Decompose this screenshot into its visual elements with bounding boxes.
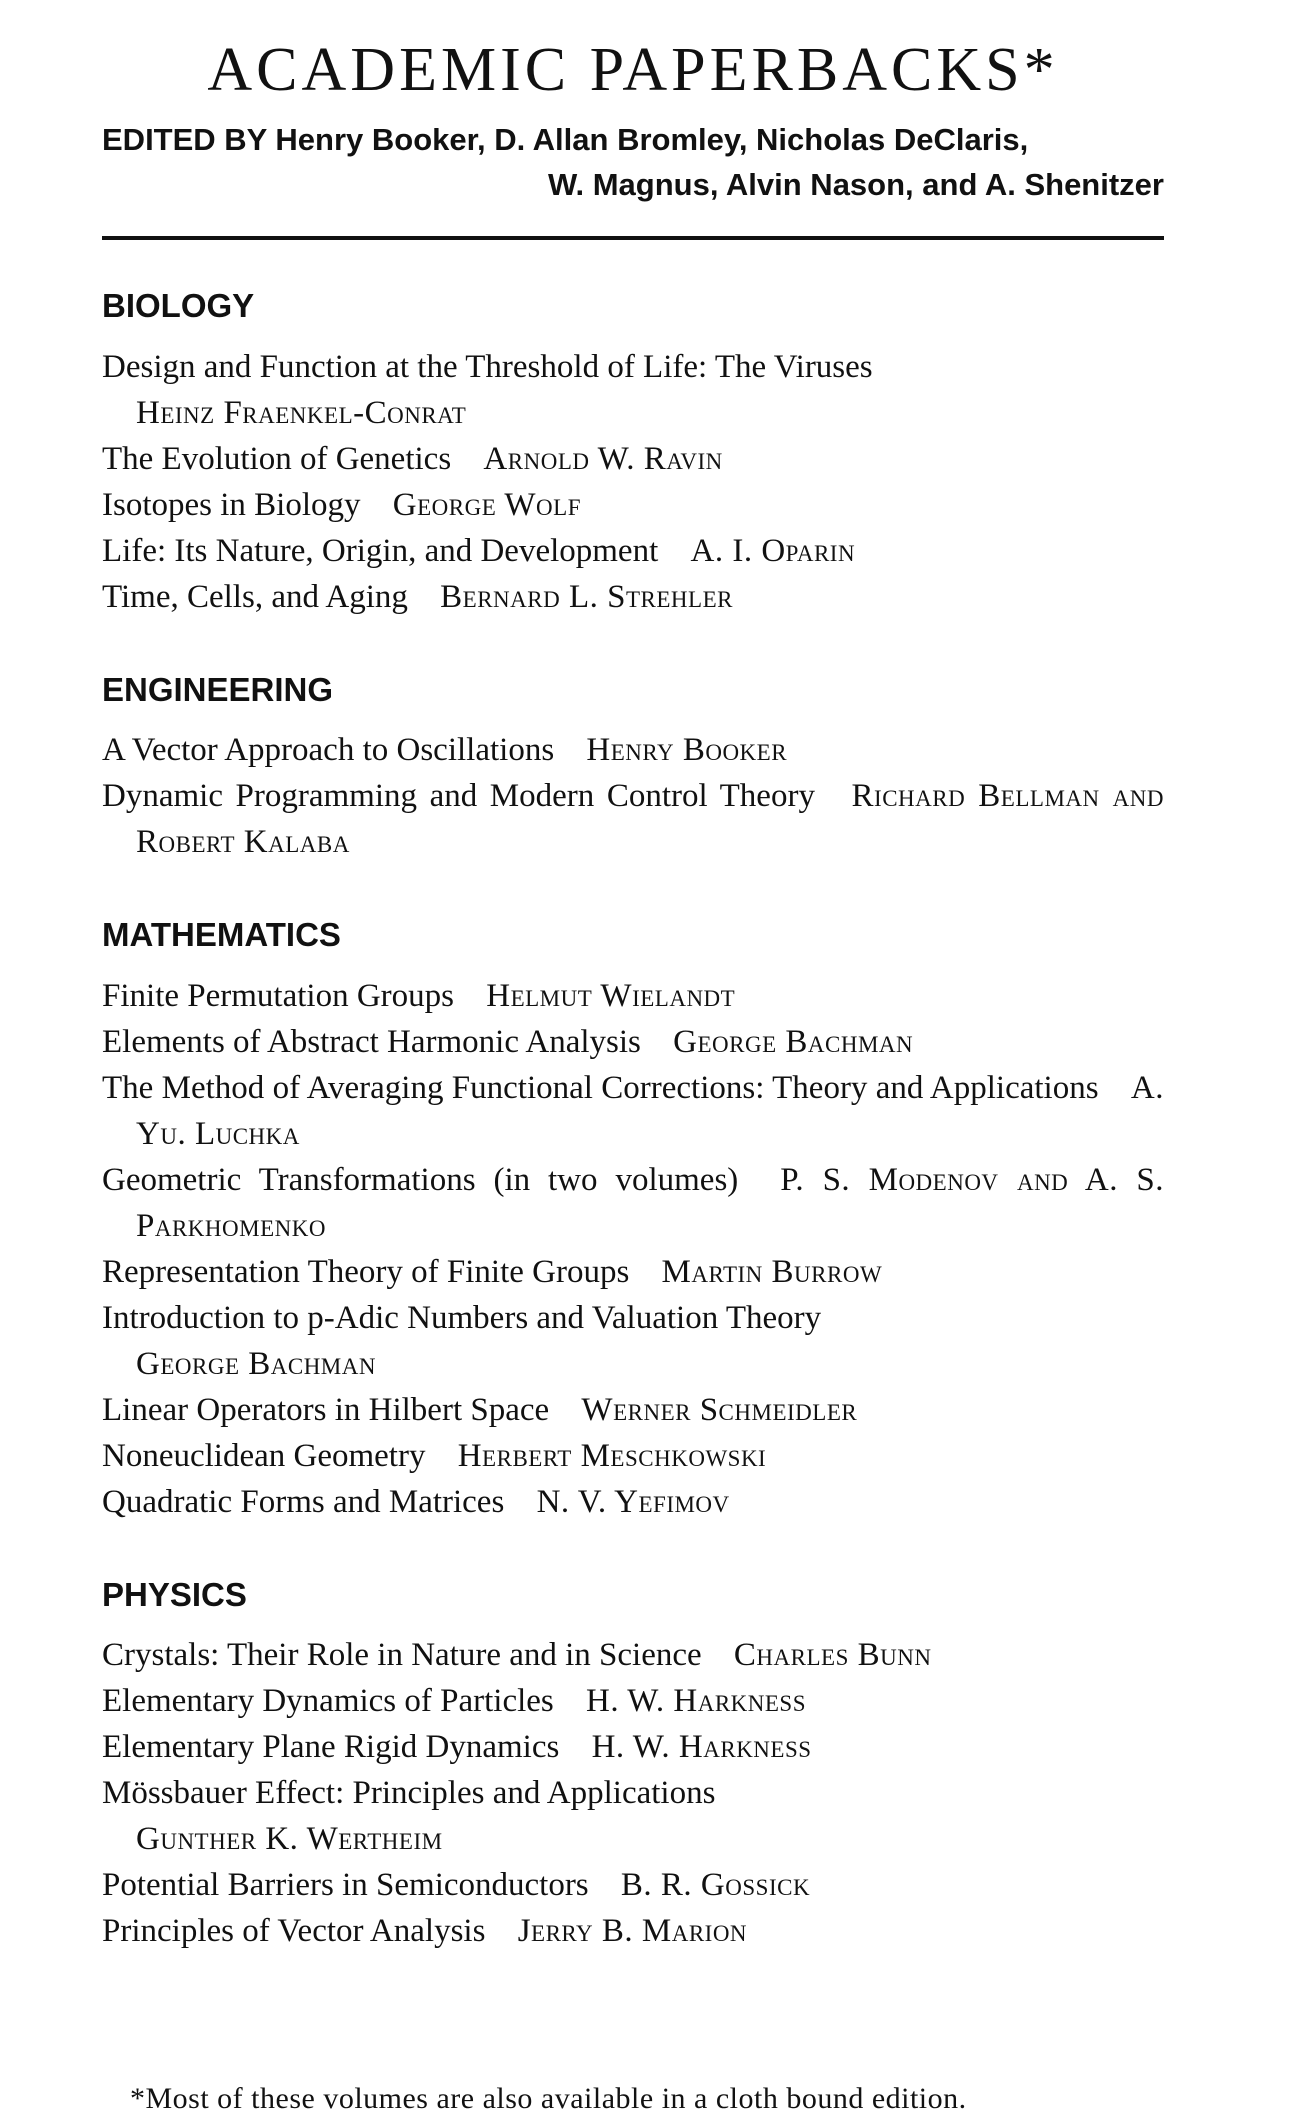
book-title: Introduction to p-Adic Numbers and Valuation Theory — [102, 1299, 822, 1336]
book-title: Isotopes in Biology — [102, 486, 361, 523]
book-title: A Vector Approach to Oscillations — [102, 732, 555, 769]
section-engineering — [102, 670, 1164, 866]
book-title: Life: Its Nature, Origin, and Development — [102, 532, 659, 569]
book-title: Crystals: Their Role in Nature and in Science — [102, 1637, 702, 1674]
book-title: Design and Function at the Threshold of Life: The Viruses — [102, 348, 873, 385]
book-author: Arnold W. Ravin — [483, 440, 723, 477]
book-author: Richard Bellman and Robert Kalaba — [136, 778, 1165, 861]
section-heading: BIOLOGY — [102, 287, 255, 325]
book-author: Henry Booker — [586, 732, 788, 769]
book-author: Gunther K. Wertheim — [136, 1821, 443, 1858]
book-title: The Method of Averaging Functional Corrections: Theory and Applications — [102, 1069, 1099, 1106]
section-heading: PHYSICS — [102, 1575, 247, 1613]
book-entry — [102, 1770, 1164, 1862]
book-title: Noneuclidean Geometry — [102, 1437, 426, 1474]
book-entry — [102, 1479, 1164, 1525]
book-title: Potential Barriers in Semiconductors — [102, 1867, 589, 1904]
book-entry — [102, 727, 1164, 773]
book-entry — [102, 1908, 1164, 1954]
book-author: H. W. Harkness — [591, 1729, 812, 1766]
book-title: Dynamic Programming and Modern Control Theory — [102, 778, 815, 815]
book-author: P. S. Modenov and A. S. Parkhomenko — [136, 1161, 1164, 1244]
editors-line-1: EDITED BY Henry Booker, D. Allan Bromley, Nicholas DeClaris, — [102, 122, 1029, 158]
book-entry — [102, 1862, 1164, 1908]
section-biology — [102, 286, 1164, 620]
book-entry — [102, 973, 1164, 1019]
book-title: Quadratic Forms and Matrices — [102, 1483, 505, 1520]
section-mathematics — [102, 915, 1164, 1525]
book-entry — [102, 344, 1164, 436]
book-entry — [102, 574, 1164, 620]
header-divider — [102, 236, 1164, 240]
book-title: Linear Operators in Hilbert Space — [102, 1391, 550, 1428]
book-author: A. I. Oparin — [690, 532, 856, 569]
book-entry — [102, 1065, 1164, 1157]
editors-block — [102, 118, 1164, 208]
book-title: Principles of Vector Analysis — [102, 1913, 486, 1950]
section-heading: ENGINEERING — [102, 670, 334, 708]
footnote: *Most of these volumes are also available in a cloth bound edition. — [130, 2082, 967, 2115]
editors-line-2: W. Magnus, Alvin Nason, and A. Shenitzer — [547, 167, 1164, 203]
book-author: A. Yu. Luchka — [136, 1069, 1165, 1152]
book-title: Finite Permutation Groups — [102, 977, 454, 1014]
book-entry — [102, 1019, 1164, 1065]
book-entry — [102, 1249, 1164, 1295]
book-entry — [102, 1387, 1164, 1433]
book-author: George Wolf — [392, 486, 582, 523]
book-author: N. V. Yefimov — [536, 1483, 730, 1520]
book-entry — [102, 1157, 1164, 1249]
book-author: Herbert Meschkowski — [457, 1437, 767, 1474]
book-entry — [102, 1678, 1164, 1724]
book-author: Martin Burrow — [661, 1253, 883, 1290]
book-entry — [102, 1295, 1164, 1387]
book-title: Representation Theory of Finite Groups — [102, 1253, 630, 1290]
book-author: Helmut Wielandt — [486, 977, 736, 1014]
page-title: ACADEMIC PAPERBACKS* — [207, 36, 1059, 104]
book-entry — [102, 1724, 1164, 1770]
book-author: B. R. Gossick — [620, 1867, 811, 1904]
catalog-page — [102, 36, 1164, 2004]
section-heading: MATHEMATICS — [102, 916, 341, 954]
book-author: Bernard L. Strehler — [440, 578, 733, 615]
book-title: Geometric Transformations (in two volumes) — [102, 1161, 739, 1198]
book-author: Werner Schmeidler — [581, 1391, 858, 1428]
book-title: The Evolution of Genetics — [102, 440, 452, 477]
book-entry — [102, 1433, 1164, 1479]
book-title: Elements of Abstract Harmonic Analysis — [102, 1023, 641, 1060]
book-author: Jerry B. Marion — [517, 1913, 748, 1950]
book-title: Mössbauer Effect: Principles and Applications — [102, 1775, 716, 1812]
book-entry — [102, 528, 1164, 574]
book-title: Elementary Plane Rigid Dynamics — [102, 1729, 560, 1766]
book-entry — [102, 773, 1164, 865]
book-author: George Bachman — [136, 1345, 376, 1382]
book-author: Charles Bunn — [733, 1637, 932, 1674]
book-entry — [102, 1632, 1164, 1678]
book-title: Time, Cells, and Aging — [102, 578, 408, 615]
book-author: H. W. Harkness — [586, 1683, 807, 1720]
book-author: Heinz Fraenkel-Conrat — [136, 394, 467, 431]
book-entry — [102, 436, 1164, 482]
section-physics — [102, 1575, 1164, 1955]
book-entry — [102, 482, 1164, 528]
book-title: Elementary Dynamics of Particles — [102, 1683, 554, 1720]
book-author: George Bachman — [673, 1023, 914, 1060]
